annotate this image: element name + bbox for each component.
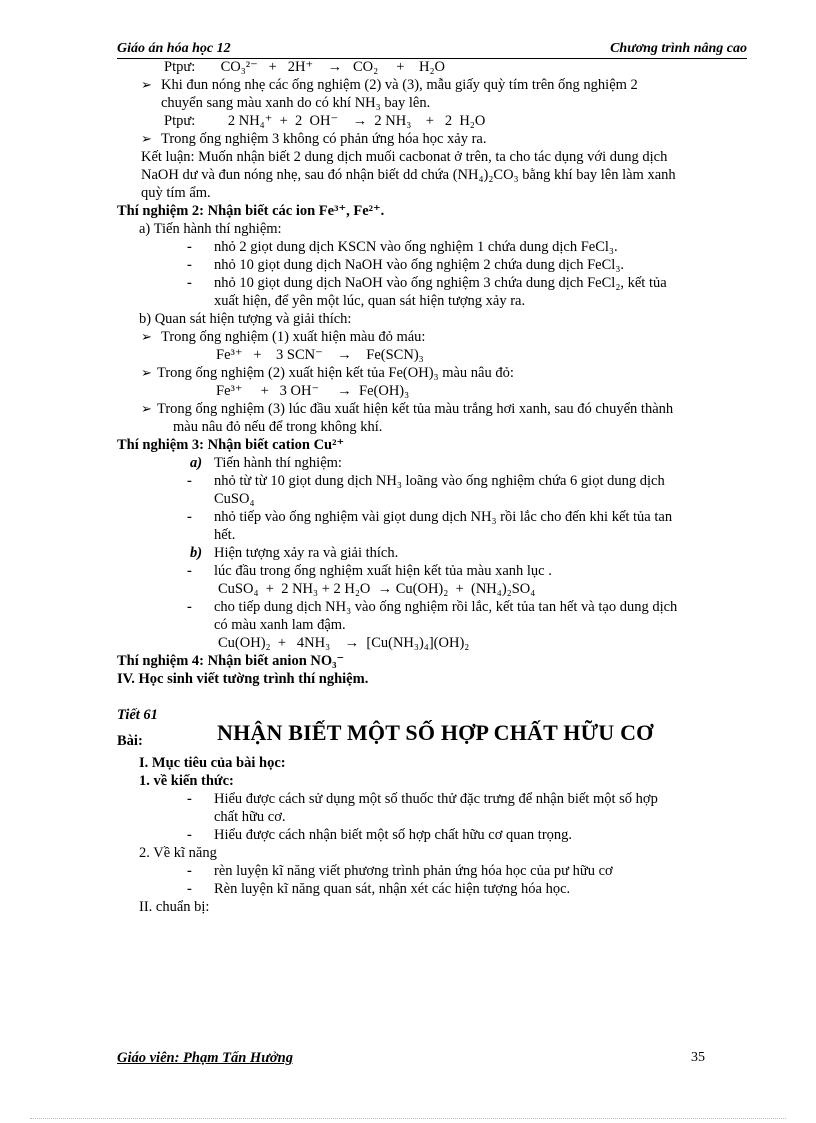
line-text: Tiến hành thí nghiệm: xyxy=(214,455,342,471)
line-text: Khi đun nóng nhẹ các ống nghiệm (2) và (3), mẫu giấy quỳ tím trên ống nghiệm 2 xyxy=(161,77,638,93)
subheading: II. chuẩn bị: xyxy=(139,899,210,915)
header-left: Giáo án hóa học 12 xyxy=(117,41,231,56)
paragraph-line: chuyển sang màu xanh do có khí NH₃ bay lên. xyxy=(161,95,431,111)
list-item-continuation: hết. xyxy=(214,527,236,543)
dash-bullet: - xyxy=(187,275,192,291)
paragraph-line xyxy=(117,76,747,94)
dash-bullet: - xyxy=(187,563,192,579)
dash-bullet: - xyxy=(187,791,192,807)
section-heading: 1. về kiến thức: xyxy=(139,773,234,789)
paragraph-line xyxy=(117,130,747,148)
list-item xyxy=(117,472,747,490)
equation-line: Cu(OH)₂ + 4NH₃ → [Cu(NH₃)₄](OH)₂ xyxy=(218,635,470,651)
arrow-bullet-icon: ➢ xyxy=(141,131,152,146)
line-text: Hiểu được cách nhận biết một số hợp chất hữu cơ quan trọng. xyxy=(214,827,573,843)
arrow-bullet-icon: ➢ xyxy=(141,401,152,416)
paragraph-line: NaOH dư và đun nóng nhẹ, sau đó nhận biết dd chứa (NH₄)₂CO₃ bằng khí bay lên làm xanh xyxy=(141,167,676,183)
list-item xyxy=(117,274,747,292)
section-heading: I. Mục tiêu của bài học: xyxy=(139,755,286,771)
list-item xyxy=(117,826,747,844)
section-heading: Thí nghiệm 2: Nhận biết các ion Fe³⁺, Fe²⁺. xyxy=(117,203,385,219)
subheading: b) Quan sát hiện tượng và giải thích: xyxy=(139,311,352,327)
list-item-continuation: chất hữu cơ. xyxy=(214,809,286,825)
subheading: 2. Về kĩ năng xyxy=(139,845,217,861)
section-heading: IV. Học sinh viết tường trình thí nghiệm. xyxy=(117,671,369,687)
lesson-label: Bài: xyxy=(117,733,143,749)
page-header xyxy=(117,40,747,59)
list-item xyxy=(117,256,747,274)
dash-bullet: - xyxy=(187,881,192,897)
list-item xyxy=(117,862,747,880)
list-item xyxy=(117,238,747,256)
dash-bullet: - xyxy=(187,827,192,843)
subheading xyxy=(117,454,747,472)
lesson-number: Tiết 61 xyxy=(117,707,158,723)
arrow-bullet-icon: ➢ xyxy=(141,329,152,344)
dash-bullet: - xyxy=(187,509,192,525)
paragraph-line: màu nâu đỏ nếu để trong không khí. xyxy=(173,419,383,435)
lesson-title-row xyxy=(117,720,747,754)
line-text: rèn luyện kĩ năng viết phương trình phản ứng hóa học của pư hữu cơ xyxy=(214,863,613,879)
list-item xyxy=(117,562,747,580)
list-item xyxy=(117,880,747,898)
line-text: Hiểu được cách sử dụng một số thuốc thử đặc trưng để nhận biết một số hợp xyxy=(214,791,658,807)
header-right: Chương trình nâng cao xyxy=(610,41,747,56)
arrow-bullet-icon: ➢ xyxy=(141,365,152,380)
list-item xyxy=(117,508,747,526)
list-item xyxy=(117,790,747,808)
paragraph-line xyxy=(117,364,747,382)
subheading-marker: b) xyxy=(190,545,203,561)
line-text: lúc đầu trong ống nghiệm xuất hiện kết tủa màu xanh lục . xyxy=(214,563,552,579)
page-number: 35 xyxy=(691,1050,705,1065)
dash-bullet: - xyxy=(187,239,192,255)
equation-line: Fe³⁺ + 3 SCN⁻ → Fe(SCN)₃ xyxy=(216,347,424,363)
paragraph-line: quỳ tím ẩm. xyxy=(141,185,211,201)
line-text: Trong ống nghiệm 3 không có phản ứng hóa học xảy ra. xyxy=(161,131,487,147)
paragraph-line xyxy=(117,400,747,418)
equation-line: CuSO₄ + 2 NH₃ + 2 H₂O → Cu(OH)₂ + (NH₄)₂SO₄ xyxy=(218,581,536,597)
equation-line: Fe³⁺ + 3 OH⁻ → Fe(OH)₃ xyxy=(216,383,410,399)
dash-bullet: - xyxy=(187,599,192,615)
paragraph-line xyxy=(117,328,747,346)
page-content xyxy=(117,58,747,916)
list-item-continuation: CuSO₄ xyxy=(214,491,255,507)
dash-bullet: - xyxy=(187,473,192,489)
line-text: nhỏ tiếp vào ống nghiệm vài giọt dung dịch NH₃ rồi lắc cho đến khi kết tủa tan xyxy=(214,509,673,525)
subheading: a) Tiến hành thí nghiệm: xyxy=(139,221,282,237)
equation-line: Ptpư: 2 NH₄⁺ + 2 OH⁻ → 2 NH₃ + 2 H₂O xyxy=(164,113,486,129)
section-heading: Thí nghiệm 3: Nhận biết cation Cu²⁺ xyxy=(117,437,345,453)
dash-bullet: - xyxy=(187,863,192,879)
line-text: nhỏ 2 giọt dung dịch KSCN vào ống nghiệm 1 chứa dung dịch FeCl₃. xyxy=(214,239,618,255)
dash-bullet: - xyxy=(187,257,192,273)
line-text: Trong ống nghiệm (1) xuất hiện màu đỏ máu: xyxy=(161,329,426,345)
line-text: nhỏ 10 giọt dung dịch NaOH vào ống nghiệm 2 chứa dung dịch FeCl₃. xyxy=(214,257,625,273)
section-heading: Thí nghiệm 4: Nhận biết anion NO₃⁻ xyxy=(117,653,345,669)
line-text: cho tiếp dung dịch NH₃ vào ống nghiệm rồi lắc, kết tủa tan hết và tạo dung dịch xyxy=(214,599,678,615)
paragraph-line: Kết luận: Muốn nhận biết 2 dung dịch muối cacbonat ở trên, ta cho tác dụng với dung dịch xyxy=(141,149,668,165)
lesson-title: NHẬN BIẾT MỘT SỐ HỢP CHẤT HỮU CƠ xyxy=(217,720,654,745)
list-item-continuation: xuất hiện, để yên một lúc, quan sát hiện tượng xảy ra. xyxy=(214,293,526,309)
line-text: Hiện tượng xảy ra và giải thích. xyxy=(214,545,399,561)
line-text: nhỏ từ từ 10 giọt dung dịch NH₃ loãng vào ống nghiệm chứa 6 giọt dung dịch xyxy=(214,473,665,489)
line-text: Trong ống nghiệm (2) xuất hiện kết tủa Fe(OH)₃ màu nâu đỏ: xyxy=(157,365,514,381)
subheading xyxy=(117,544,747,562)
arrow-bullet-icon: ➢ xyxy=(141,77,152,92)
line-text: nhỏ 10 giọt dung dịch NaOH vào ống nghiệm 3 chứa dung dịch FeCl₂, kết tủa xyxy=(214,275,667,291)
equation-line: Ptpư: CO₃²⁻ + 2H⁺ → CO₂ + H₂O xyxy=(164,59,445,75)
list-item-continuation: có màu xanh lam đậm. xyxy=(214,617,346,633)
bottom-dotted-rule xyxy=(30,1118,786,1119)
list-item xyxy=(117,598,747,616)
page-footer xyxy=(117,1049,747,1067)
line-text: Rèn luyện kĩ năng quan sát, nhận xét các hiện tượng hóa học. xyxy=(214,881,571,897)
subheading-marker: a) xyxy=(190,455,203,471)
line-text: Trong ống nghiệm (3) lúc đầu xuất hiện kết tủa màu trắng hơi xanh, sau đó chuyển thành xyxy=(157,401,674,417)
footer-teacher: Giáo viên: Phạm Tấn Hưởng xyxy=(117,1050,293,1066)
